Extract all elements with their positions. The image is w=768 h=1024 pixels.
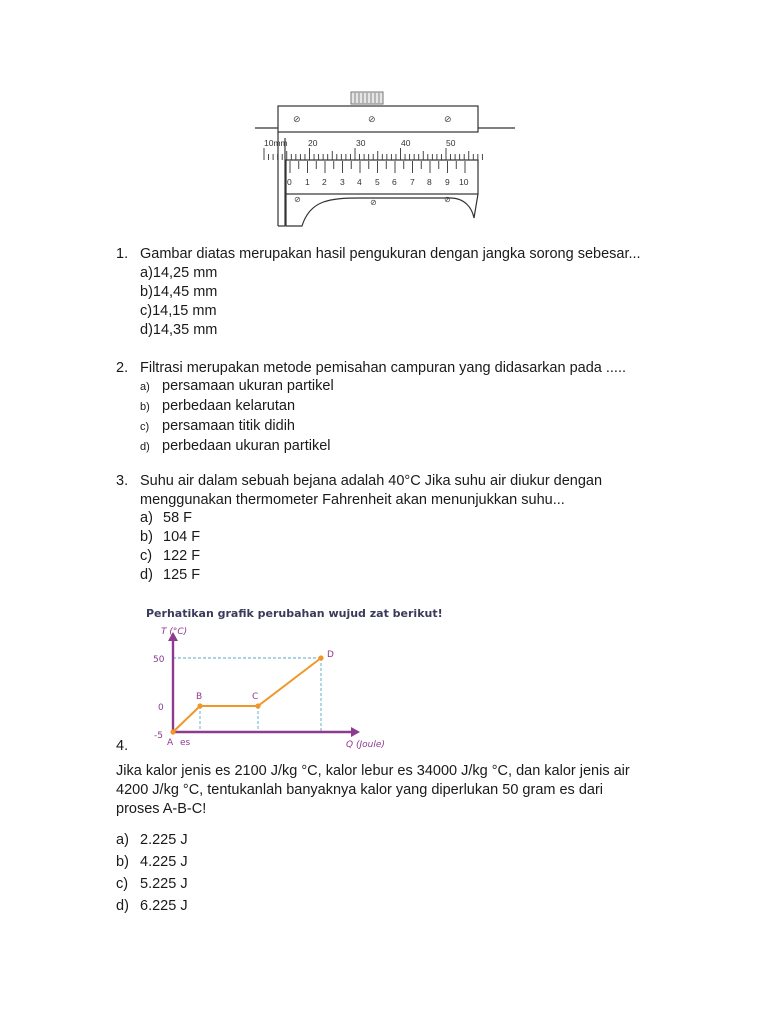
vernier-label: 5	[375, 177, 380, 187]
svg-text:⊘: ⊘	[444, 115, 452, 125]
option-a[interactable]	[140, 509, 200, 528]
option-a[interactable]: a)14,25 mm	[140, 265, 218, 281]
option-letter: c)	[140, 548, 153, 564]
question-number: 2.	[116, 360, 129, 376]
vernier-label: 4	[357, 177, 362, 187]
option-letter: a)	[140, 381, 150, 393]
option-c[interactable]	[116, 873, 188, 895]
q4-options	[116, 829, 188, 917]
y-axis-label: T (°C)	[161, 627, 188, 637]
question-3	[116, 472, 736, 510]
q1-options	[140, 264, 217, 340]
q2-options	[140, 377, 334, 457]
point-label-b: B	[196, 692, 203, 702]
main-scale-label: 30	[356, 138, 366, 148]
question-1	[116, 245, 736, 264]
option-a[interactable]	[140, 377, 334, 397]
option-text: persamaan titik didih	[162, 418, 295, 434]
option-text: perbedaan ukuran partikel	[162, 438, 331, 454]
main-scale-label: 20	[308, 138, 318, 148]
option-text: 125 F	[163, 567, 201, 583]
question-text: Gambar diatas merupakan hasil pengukuran dengan jangka sorong sebesar...	[140, 246, 641, 262]
q3-options	[140, 509, 200, 585]
option-d[interactable]	[116, 895, 188, 917]
question-4	[116, 762, 746, 819]
main-scale-label: 40	[401, 138, 411, 148]
vernier-label: 7	[410, 177, 415, 187]
option-d[interactable]	[140, 566, 200, 585]
option-text: 122 F	[163, 548, 201, 564]
phase-change-graph	[146, 622, 396, 750]
vernier-label: 0	[287, 177, 292, 187]
main-scale-label: 50	[446, 138, 456, 148]
option-b[interactable]	[140, 397, 334, 417]
option-b[interactable]	[116, 851, 188, 873]
option-letter: b)	[140, 529, 153, 545]
option-text: 58 F	[163, 510, 193, 526]
option-letter: c)	[140, 421, 150, 433]
option-letter: b)	[116, 854, 129, 870]
question-text-line-2: 4200 J/kg °C, tentukanlah banyaknya kalor yang diperlukan 50 gram es dari	[116, 782, 604, 798]
option-text: 4.225 J	[140, 854, 188, 870]
question-4-number: 4.	[116, 738, 129, 754]
point-label-d: D	[327, 650, 334, 660]
question-number: 3.	[116, 473, 129, 489]
main-scale-label: 10mm	[264, 138, 288, 148]
option-text: 5.225 J	[140, 876, 188, 892]
main-scale-labels	[264, 138, 456, 148]
question-text-line-1: Jika kalor jenis es 2100 J/kg °C, kalor lebur es 34000 J/kg °C, dan kalor jenis air	[116, 763, 630, 779]
y-tick-0: 0	[158, 703, 164, 713]
option-c[interactable]: c)14,15 mm	[140, 303, 217, 319]
option-letter: d)	[116, 898, 129, 914]
vernier-label: 6	[392, 177, 397, 187]
graph-title: Perhatikan grafik perubahan wujud zat berikut!	[146, 607, 443, 620]
option-letter: d)	[140, 441, 150, 453]
svg-text:⊘: ⊘	[368, 115, 376, 125]
question-text-line-1: Suhu air dalam sebuah bejana adalah 40°C Jika suhu air diukur dengan	[140, 473, 603, 489]
x-axis-label: Q (Joule)	[346, 740, 385, 750]
svg-text:⊘: ⊘	[294, 195, 301, 204]
vernier-label: 9	[445, 177, 450, 187]
option-letter: b)	[140, 401, 150, 413]
option-letter: c)	[116, 876, 129, 892]
vernier-label: 2	[322, 177, 327, 187]
question-2	[116, 359, 736, 378]
point-label-a: A	[167, 738, 174, 748]
point-b	[197, 703, 202, 708]
segment-label-es: es	[180, 738, 191, 748]
option-d[interactable]: d)14,35 mm	[140, 322, 218, 338]
svg-text:⊘: ⊘	[370, 198, 377, 207]
vernier-label: 8	[427, 177, 432, 187]
option-b[interactable]	[140, 528, 200, 547]
svg-text:⊘: ⊘	[444, 195, 451, 204]
y-tick-50: 50	[153, 655, 165, 665]
option-a[interactable]	[116, 829, 188, 851]
svg-text:⊘: ⊘	[293, 115, 301, 125]
option-text: 2.225 J	[140, 832, 188, 848]
point-label-c: C	[252, 692, 259, 702]
vernier-label: 10	[459, 177, 469, 187]
vernier-caliper-image	[250, 88, 520, 230]
y-tick-minus-5: -5	[154, 731, 163, 741]
point-d	[318, 655, 323, 660]
question-number: 1.	[116, 246, 129, 262]
option-text: 104 F	[163, 529, 201, 545]
option-c[interactable]	[140, 547, 200, 566]
option-letter: d)	[140, 567, 153, 583]
x-axis-arrow	[351, 727, 360, 737]
option-c[interactable]	[140, 417, 334, 437]
option-text: 6.225 J	[140, 898, 188, 914]
option-d[interactable]	[140, 437, 334, 457]
vernier-label: 1	[305, 177, 310, 187]
option-text: perbedaan kelarutan	[162, 398, 296, 414]
question-text-line-2: menggunakan thermometer Fahrenheit akan menunjukkan suhu...	[140, 492, 565, 508]
option-letter: a)	[116, 832, 129, 848]
option-b[interactable]: b)14,45 mm	[140, 284, 218, 300]
vernier-label: 3	[340, 177, 345, 187]
question-text: Filtrasi merupakan metode pemisahan campuran yang didasarkan pada .....	[140, 360, 627, 376]
question-text-line-3: proses A-B-C!	[116, 801, 207, 817]
option-letter: a)	[140, 510, 153, 526]
point-c	[255, 703, 260, 708]
option-text: persamaan ukuran partikel	[162, 378, 334, 394]
point-a	[170, 729, 175, 734]
